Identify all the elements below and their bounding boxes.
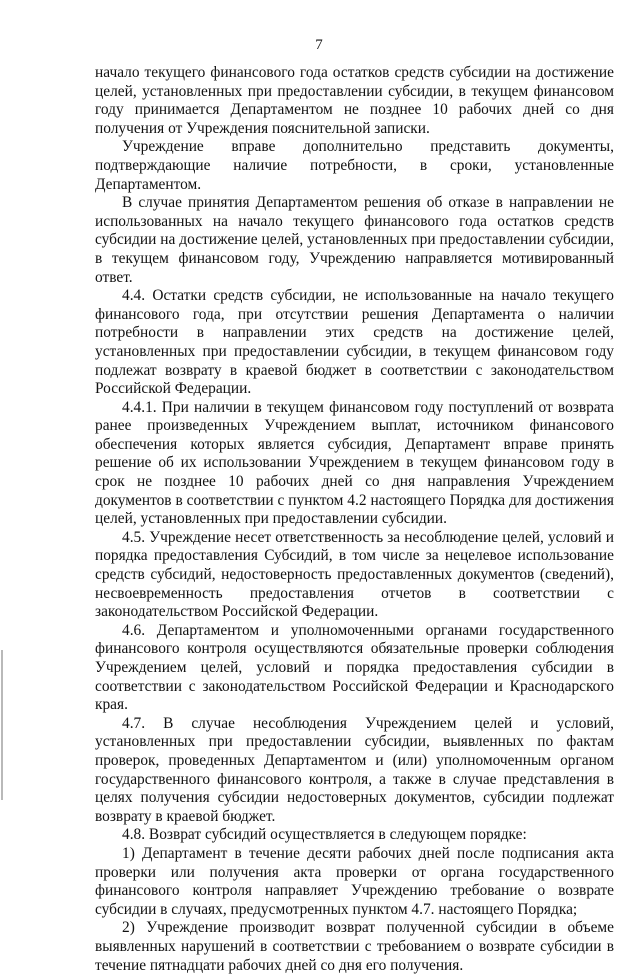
paragraph-4-7: 4.7. В случае несоблюдения Учреждением целей и условий, установленных при предоставлении субсидии, выявленных по фактам проверок, проведенных Департаментом и (или) уполномоченным органом государственного финансового контроля, а также в случае представления в целях получения субсидии недостоверных документов, субсидии подлежат возврату в краевой бюджет. (95, 714, 614, 825)
paragraph: Учреждение вправе дополнительно представить документы, подтверждающие наличие потребности, в сроки, установленные Департаментом. (95, 138, 614, 193)
scan-margin-mark (1, 650, 3, 800)
document-body (95, 64, 614, 975)
paragraph-4-4-1: 4.4.1. При наличии в текущем финансовом году поступлений от возврата ранее произведенных Учреждением выплат, источником финансового обеспечения которых является субсидия, Департамент вправе принять решение об их использовании Учреждением в текущем финансовом году в срок не позднее 10 рабочих дней со дня направления Учреждением документов в соответствии с пунктом 4.2 настоящего Порядка для достижения целей, установленных при предоставлении субсидии. (95, 398, 614, 528)
paragraph-4-5: 4.5. Учреждение несет ответственность за несоблюдение целей, условий и порядка предоставления Субсидий, в том числе за нецелевое использование средств субсидий, недостоверность предоставленных документов (сведений), несвоевременность предоставления отчетов в соответствии с законодательством Российской Федерации. (95, 528, 614, 621)
list-item-1: 1) Департамент в течение десяти рабочих дней после подписания акта проверки или получения акта проверки от органа государственного финансового контроля направляет Учреждению требование о возврате субсидии в случаях, предусмотренных пунктом 4.7. настоящего Порядка; (95, 844, 614, 918)
paragraph-4-4: 4.4. Остатки средств субсидии, не использованные на начало текущего финансового года, при отсутствии решения Департамента о наличии потребности в направлении этих средств на достижение целей, установленных при предоставлении субсидии, в текущем финансовом году подлежат возврату в краевой бюджет в соответствии с законодательством Российской Федерации. (95, 287, 614, 398)
paragraph: В случае принятия Департаментом решения об отказе в направлении не использованных на начало текущего финансового года остатков средств субсидии на достижение целей, установленных при предоставлении субсидии, в текущем финансовом году, Учреждению направляется мотивированный ответ. (95, 194, 614, 286)
paragraph-4-6: 4.6. Департаментом и уполномоченными органами государственного финансового контроля осуществляются обязательные проверки соблюдения Учреждением целей, условий и порядка предоставления субсидии в соответствии с законодательством Российской Федерации и Краснодарского края. (95, 621, 614, 714)
page-number: 7 (315, 37, 323, 53)
paragraph: начало текущего финансового года остатков средств субсидии на достижение целей, установленных при предоставлении субсидии, в текущем финансовом году принимается Департаментом не позднее 10 рабочих дней со дня получения от Учреждения пояснительной записки. (95, 64, 614, 137)
paragraph-4-8: 4.8. Возврат субсидий осуществляется в следующем порядке: (122, 826, 527, 844)
list-item-2: 2) Учреждение производит возврат полученной субсидии в объеме выявленных нарушений в соответствии с требованием о возврате субсидии в течение пятнадцати рабочих дней со дня его получения. (95, 919, 614, 974)
